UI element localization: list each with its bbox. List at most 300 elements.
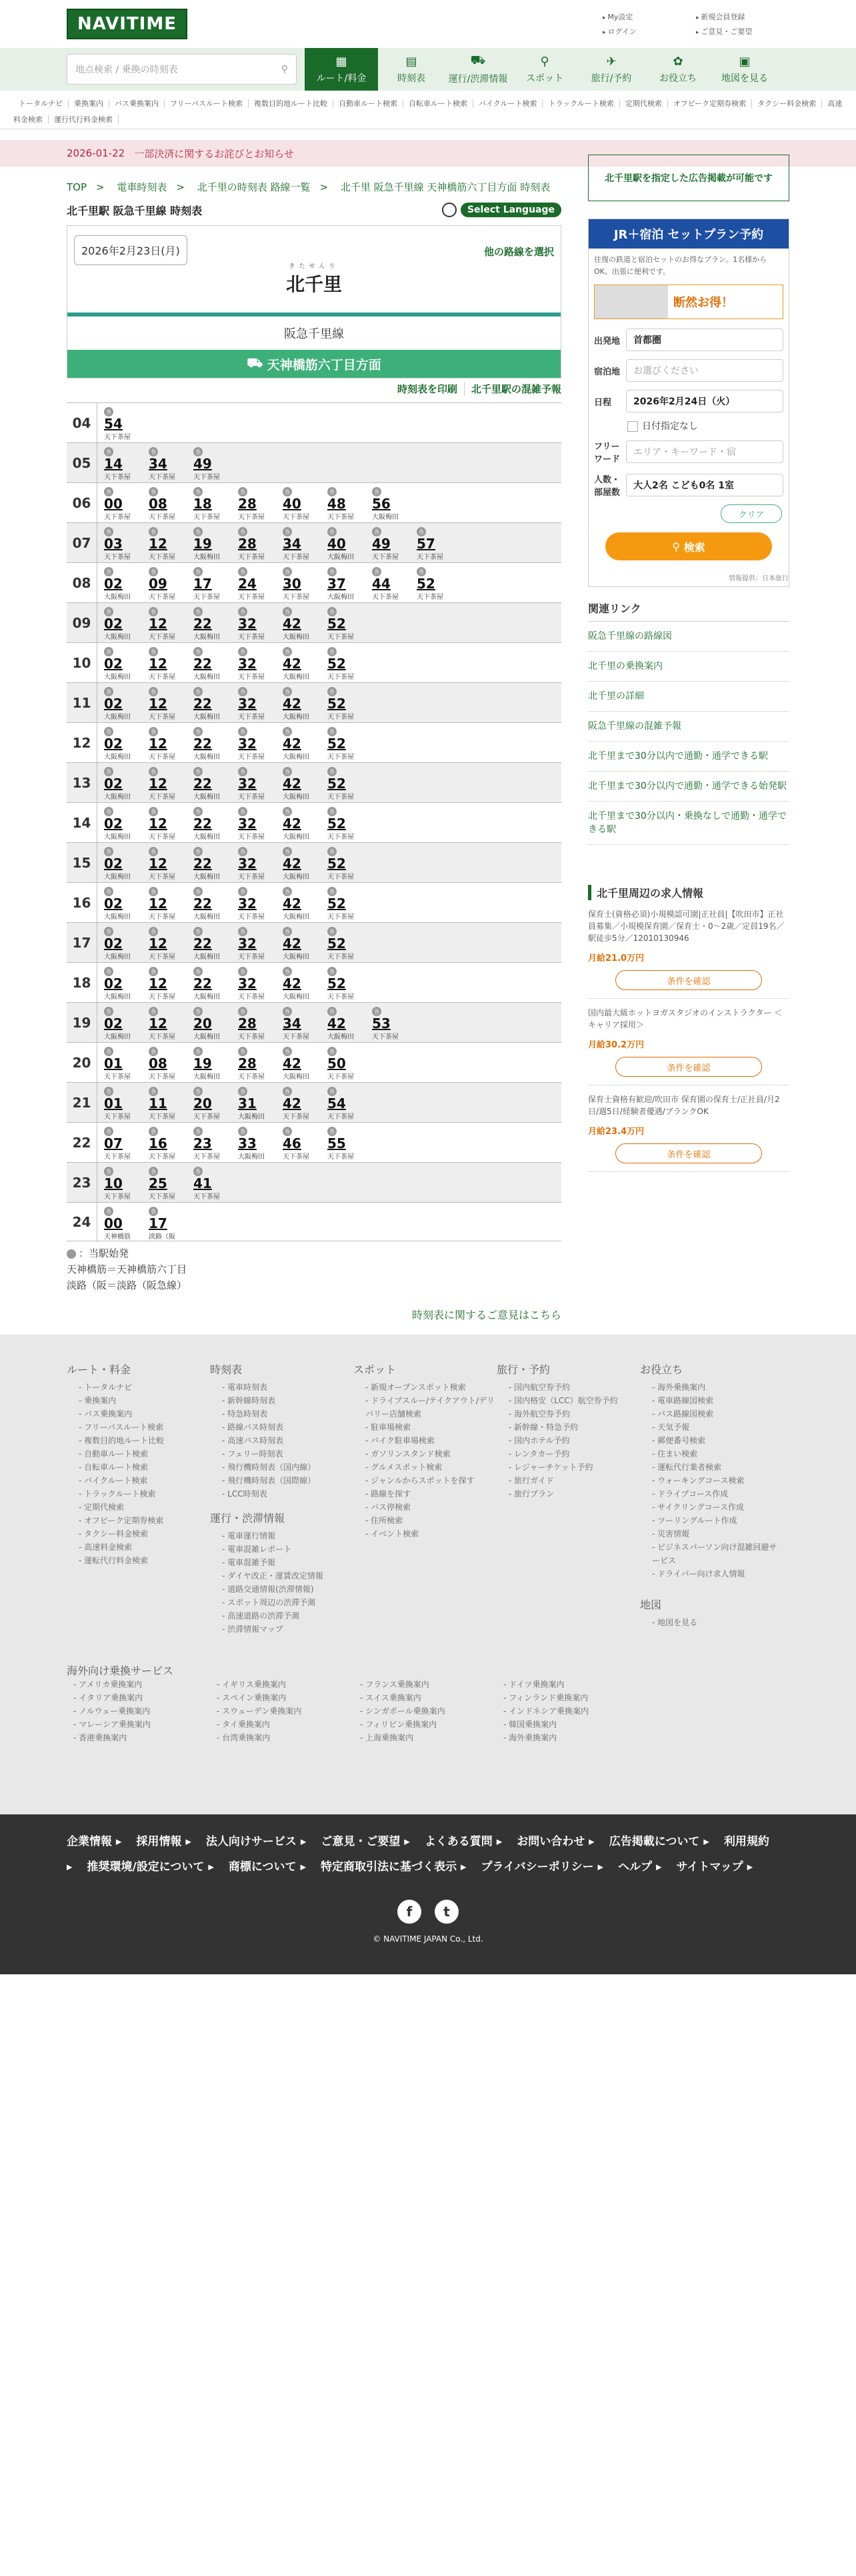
- departure[interactable]: [283, 566, 327, 601]
- departure[interactable]: [327, 726, 372, 761]
- departure-minute[interactable]: 34: [283, 536, 301, 552]
- departure-minute[interactable]: 40: [283, 496, 301, 512]
- departure-minute[interactable]: 22: [193, 856, 212, 872]
- departure-minute[interactable]: 42: [283, 776, 301, 792]
- departure-minute[interactable]: 28: [238, 496, 257, 512]
- departure[interactable]: [104, 446, 149, 481]
- departure[interactable]: [417, 566, 461, 601]
- departure-minute[interactable]: 02: [104, 856, 123, 872]
- departure[interactable]: [193, 646, 238, 681]
- footer-bottom-link[interactable]: サイトマップ ▸: [676, 1860, 753, 1874]
- hotel-search-button[interactable]: [605, 532, 772, 560]
- language-select[interactable]: Select Language: [461, 203, 561, 217]
- subnav-link[interactable]: オフピーク定期券検索: [668, 99, 752, 108]
- departure-minute[interactable]: 22: [193, 656, 212, 672]
- overseas-link[interactable]: - イギリス乗換案内: [217, 1680, 286, 1689]
- departure-minute[interactable]: 00: [104, 1215, 123, 1231]
- departure[interactable]: [327, 1085, 372, 1121]
- departure-minute[interactable]: 22: [193, 776, 212, 792]
- departure-minute[interactable]: 22: [193, 816, 212, 832]
- subnav-link[interactable]: 運行代行料金検索: [49, 115, 119, 124]
- departure[interactable]: [104, 1165, 149, 1201]
- twitter-icon[interactable]: t: [435, 1900, 459, 1924]
- footer-col-title[interactable]: 運行・渋滞情報: [210, 1512, 285, 1525]
- footer-link[interactable]: - 路線を探す: [353, 1487, 497, 1501]
- departure[interactable]: [104, 406, 149, 441]
- departure-minute[interactable]: 10: [104, 1175, 123, 1191]
- footer-link[interactable]: - バス停検索: [353, 1501, 497, 1514]
- departure[interactable]: [104, 1085, 149, 1121]
- overseas-link[interactable]: - イタリア乗換案内: [73, 1693, 143, 1702]
- departure[interactable]: [149, 726, 193, 761]
- departure-minute[interactable]: 48: [327, 496, 346, 512]
- departure[interactable]: [238, 1005, 283, 1041]
- departure[interactable]: [193, 486, 238, 521]
- departure[interactable]: [283, 726, 327, 761]
- departure[interactable]: [283, 1005, 327, 1041]
- departure-minute[interactable]: 32: [238, 696, 257, 712]
- breadcrumb-lines[interactable]: 北千里の時刻表 路線一覧: [197, 181, 311, 193]
- footer-link[interactable]: - 路線バス時刻表: [210, 1421, 353, 1434]
- footer-link[interactable]: - トータルナビ: [67, 1381, 210, 1394]
- related-link[interactable]: 北千里まで30分以内・乗換なしで通勤・通学できる駅: [588, 802, 789, 845]
- footer-link[interactable]: - 自動車ルート検索: [67, 1447, 210, 1461]
- footer-bottom-link[interactable]: ヘルプ ▸: [618, 1860, 662, 1874]
- departure[interactable]: [149, 766, 193, 801]
- departure[interactable]: [149, 1005, 193, 1041]
- departure[interactable]: [238, 966, 283, 1001]
- footer-link[interactable]: - 道路交通情報(渋滞情報): [210, 1583, 353, 1596]
- departure-minute[interactable]: 54: [327, 1095, 346, 1111]
- footer-link[interactable]: - 駐車場検索: [353, 1421, 497, 1434]
- subnav-link[interactable]: 定期代検索: [620, 99, 668, 108]
- departure-minute[interactable]: 42: [283, 696, 301, 712]
- departure-minute[interactable]: 23: [193, 1135, 212, 1151]
- footer-link[interactable]: - 国内航空券予約: [497, 1381, 640, 1394]
- departure[interactable]: [104, 1205, 149, 1241]
- departure[interactable]: [238, 1085, 283, 1121]
- departure[interactable]: [149, 1085, 193, 1121]
- footer-link[interactable]: - フリーパスルート検索: [67, 1421, 210, 1434]
- job-button[interactable]: 条件を確認: [615, 970, 762, 990]
- departure-minute[interactable]: 17: [193, 576, 212, 592]
- departure-minute[interactable]: 20: [193, 1015, 212, 1031]
- footer-link[interactable]: - 定期代検索: [67, 1501, 210, 1514]
- departure[interactable]: [283, 926, 327, 961]
- departure-minute[interactable]: 52: [327, 936, 346, 952]
- footer-link[interactable]: - 旅行ガイド: [497, 1474, 640, 1487]
- departure-minute[interactable]: 12: [149, 975, 167, 991]
- departure-minute[interactable]: 24: [238, 576, 257, 592]
- departure-minute[interactable]: 11: [149, 1095, 167, 1111]
- footer-link[interactable]: - LCC時刻表: [210, 1487, 353, 1501]
- departure-minute[interactable]: 52: [327, 856, 346, 872]
- departure-minute[interactable]: 08: [149, 496, 167, 512]
- departure-minute[interactable]: 02: [104, 696, 123, 712]
- freeword-input[interactable]: エリア・キーワード・宿: [626, 440, 783, 463]
- departure[interactable]: [104, 886, 149, 921]
- departure[interactable]: [104, 966, 149, 1001]
- footer-link[interactable]: - 天気予報: [640, 1421, 783, 1434]
- departure[interactable]: [372, 566, 417, 601]
- footer-link[interactable]: - フェリー時刻表: [210, 1447, 353, 1461]
- overseas-link[interactable]: - スペイン乗換案内: [217, 1693, 287, 1702]
- subnav-link[interactable]: 高速料金検索: [13, 99, 843, 124]
- navitime-logo[interactable]: NAVITIME: [67, 9, 187, 39]
- job-button[interactable]: 条件を確認: [615, 1143, 762, 1163]
- subnav-link[interactable]: フリーパスルート検索: [165, 99, 249, 108]
- departure[interactable]: [149, 486, 193, 521]
- footer-link[interactable]: - 新幹線・特急予約: [497, 1421, 640, 1434]
- footer-link[interactable]: - 新幹線時刻表: [210, 1394, 353, 1407]
- footer-bottom-link[interactable]: お問い合わせ ▸: [517, 1835, 595, 1848]
- departure-minute[interactable]: 22: [193, 936, 212, 952]
- departure[interactable]: [193, 1085, 238, 1121]
- departure[interactable]: [149, 526, 193, 561]
- departure[interactable]: [149, 1205, 193, 1241]
- departure-minute[interactable]: 42: [283, 975, 301, 991]
- departure-minute[interactable]: 53: [372, 1015, 391, 1031]
- print-link[interactable]: 時刻表を印刷: [397, 382, 457, 395]
- departure[interactable]: [193, 1125, 238, 1161]
- departure-minute[interactable]: 02: [104, 616, 123, 632]
- departure-minute[interactable]: 52: [327, 696, 346, 712]
- related-link[interactable]: 北千里まで30分以内で通勤・通学できる駅: [588, 742, 789, 772]
- footer-col-title[interactable]: 地図: [640, 1599, 662, 1611]
- departure[interactable]: [283, 766, 327, 801]
- departure[interactable]: [238, 1045, 283, 1081]
- login-link[interactable]: ▸ ログイン: [603, 26, 696, 37]
- departure[interactable]: [149, 886, 193, 921]
- overseas-link[interactable]: - スイス乗換案内: [360, 1693, 421, 1702]
- related-link[interactable]: 北千里まで30分以内で通勤・通学できる始発駅: [588, 772, 789, 802]
- overseas-link[interactable]: - 香港乗換案内: [73, 1733, 127, 1742]
- departure[interactable]: [104, 686, 149, 721]
- departure[interactable]: [372, 486, 417, 521]
- departure[interactable]: [327, 606, 372, 641]
- footer-link[interactable]: - 海外航空券予約: [497, 1407, 640, 1421]
- footer-bottom-link[interactable]: 採用情報 ▸: [136, 1835, 191, 1848]
- footer-link[interactable]: - トラックルート検索: [67, 1487, 210, 1501]
- departure[interactable]: [327, 646, 372, 681]
- overseas-link[interactable]: - ドイツ乗換案内: [503, 1680, 565, 1689]
- subnav-link[interactable]: トラックルート検索: [543, 99, 619, 108]
- departure[interactable]: [104, 606, 149, 641]
- departure-minute[interactable]: 02: [104, 1015, 123, 1031]
- footer-link[interactable]: - 渋滞情報マップ: [210, 1622, 353, 1636]
- footer-link[interactable]: - 運転代行料金検索: [67, 1554, 210, 1567]
- nav-item-1[interactable]: [378, 48, 445, 91]
- departure-minute[interactable]: 02: [104, 896, 123, 912]
- departure-minute[interactable]: 41: [193, 1175, 212, 1191]
- departure-minute[interactable]: 19: [193, 1055, 212, 1071]
- departure-minute[interactable]: 02: [104, 776, 123, 792]
- departure-minute[interactable]: 25: [149, 1175, 167, 1191]
- footer-bottom-link[interactable]: 企業情報 ▸: [67, 1835, 122, 1848]
- departure[interactable]: [193, 926, 238, 961]
- departure[interactable]: [104, 1045, 149, 1081]
- departure[interactable]: [327, 846, 372, 881]
- departure[interactable]: [283, 1125, 327, 1161]
- departure-minute[interactable]: 02: [104, 936, 123, 952]
- checkbox-box[interactable]: [627, 421, 638, 432]
- departure[interactable]: [193, 806, 238, 841]
- departure[interactable]: [283, 606, 327, 641]
- overseas-link[interactable]: - シンガポール乗換案内: [360, 1706, 445, 1716]
- departure-minute[interactable]: 42: [283, 1095, 301, 1111]
- departure-minute[interactable]: 22: [193, 736, 212, 752]
- subnav-link[interactable]: 自動車ルート検索: [333, 99, 403, 108]
- footer-bottom-link[interactable]: よくある質問 ▸: [424, 1835, 503, 1848]
- no-date-checkbox[interactable]: [589, 416, 789, 435]
- departure[interactable]: [327, 806, 372, 841]
- departure-minute[interactable]: 52: [327, 896, 346, 912]
- departure[interactable]: [104, 1005, 149, 1041]
- departure[interactable]: [327, 526, 372, 561]
- clear-button[interactable]: クリア: [721, 504, 782, 523]
- departure-minute[interactable]: 28: [238, 1015, 257, 1031]
- my-settings-link[interactable]: ▸ My設定: [603, 11, 696, 22]
- departure-minute[interactable]: 30: [283, 576, 301, 592]
- footer-col-title[interactable]: お役立ち: [640, 1363, 683, 1376]
- departure-minute[interactable]: 34: [149, 456, 167, 472]
- departure[interactable]: [327, 966, 372, 1001]
- departure[interactable]: [417, 526, 461, 561]
- departure[interactable]: [193, 526, 238, 561]
- departure-minute[interactable]: 12: [149, 616, 167, 632]
- footer-bottom-link[interactable]: 特定商取引法に基づく表示 ▸: [321, 1860, 467, 1874]
- footer-bottom-link[interactable]: ご意見・ご要望 ▸: [321, 1835, 410, 1848]
- departure[interactable]: [104, 566, 149, 601]
- departure[interactable]: [283, 486, 327, 521]
- departure-minute[interactable]: 12: [149, 736, 167, 752]
- overseas-link[interactable]: - 上海乗換案内: [360, 1733, 414, 1742]
- departure-minute[interactable]: 33: [238, 1135, 257, 1151]
- timetable-feedback-link[interactable]: 時刻表に関するご意見はこちら: [411, 1309, 561, 1321]
- departure[interactable]: [283, 1085, 327, 1121]
- departure[interactable]: [372, 1005, 417, 1041]
- overseas-link[interactable]: - フィンランド乗換案内: [503, 1693, 589, 1702]
- departure[interactable]: [238, 926, 283, 961]
- footer-link[interactable]: - 飛行機時刻表（国内線）: [210, 1461, 353, 1474]
- overseas-link[interactable]: - タイ乗換案内: [217, 1720, 270, 1729]
- departure[interactable]: [193, 686, 238, 721]
- nav-item-4[interactable]: [578, 48, 645, 91]
- departure-minute[interactable]: 52: [327, 616, 346, 632]
- departure-select[interactable]: 首都圏: [626, 328, 783, 351]
- departure[interactable]: [104, 526, 149, 561]
- departure-minute[interactable]: 22: [193, 616, 212, 632]
- departure[interactable]: [149, 1125, 193, 1161]
- footer-link[interactable]: - 電車時刻表: [210, 1381, 353, 1394]
- departure[interactable]: [149, 646, 193, 681]
- departure-minute[interactable]: 32: [238, 936, 257, 952]
- departure-minute[interactable]: 12: [149, 656, 167, 672]
- departure-minute[interactable]: 02: [104, 816, 123, 832]
- footer-col-title[interactable]: ルート・料金: [67, 1363, 131, 1376]
- nav-item-0[interactable]: [305, 48, 378, 91]
- departure-minute[interactable]: 49: [372, 536, 391, 552]
- departure-minute[interactable]: 28: [238, 1055, 257, 1071]
- departure[interactable]: [238, 646, 283, 681]
- departure-minute[interactable]: 42: [327, 1015, 346, 1031]
- related-link[interactable]: 北千里の乗換案内: [588, 652, 789, 682]
- departure-minute[interactable]: 19: [193, 536, 212, 552]
- departure-minute[interactable]: 34: [283, 1015, 301, 1031]
- departure[interactable]: [104, 846, 149, 881]
- footer-link[interactable]: - 電車混雑レポート: [210, 1543, 353, 1556]
- facebook-icon[interactable]: f: [397, 1900, 421, 1924]
- departure-minute[interactable]: 42: [283, 856, 301, 872]
- subnav-link[interactable]: 乗換案内: [69, 99, 109, 108]
- departure-minute[interactable]: 01: [104, 1055, 123, 1071]
- departure-minute[interactable]: 31: [238, 1095, 257, 1111]
- departure[interactable]: [238, 886, 283, 921]
- departure[interactable]: [283, 846, 327, 881]
- job-desc[interactable]: 国内最大級ホットヨガスタジオのインストラクター ＜キャリア採用＞: [588, 1008, 783, 1029]
- footer-link[interactable]: - 災害情報: [640, 1527, 783, 1541]
- footer-link[interactable]: - ガソリンスタンド検索: [353, 1447, 497, 1461]
- search-icon[interactable]: ⚲: [281, 64, 288, 75]
- related-link[interactable]: 阪急千里線の混雑予報: [588, 712, 789, 742]
- departure-minute[interactable]: 20: [193, 1095, 212, 1111]
- departure-minute[interactable]: 08: [149, 1055, 167, 1071]
- register-link[interactable]: ▸ 新規会員登録: [696, 11, 789, 22]
- departure[interactable]: [193, 1045, 238, 1081]
- footer-link[interactable]: - 自転車ルート検索: [67, 1461, 210, 1474]
- departure-minute[interactable]: 28: [238, 536, 257, 552]
- overseas-link[interactable]: - 台湾乗換案内: [217, 1733, 271, 1742]
- departure[interactable]: [238, 1125, 283, 1161]
- other-lines-link[interactable]: 他の路線を選択: [483, 246, 554, 258]
- language-selector[interactable]: [442, 203, 561, 217]
- departure-minute[interactable]: 17: [149, 1215, 167, 1231]
- date-input[interactable]: 2026年2月24日（火）: [626, 390, 783, 412]
- departure-minute[interactable]: 37: [327, 576, 346, 592]
- date-select[interactable]: 2026年2月23日(月): [74, 235, 187, 265]
- nav-item-2[interactable]: [445, 48, 511, 91]
- departure-minute[interactable]: 02: [104, 736, 123, 752]
- footer-link[interactable]: - ドライブコース作成: [640, 1487, 783, 1501]
- departure-minute[interactable]: 55: [327, 1135, 346, 1151]
- departure[interactable]: [149, 846, 193, 881]
- jr-widget-title[interactable]: JR＋宿泊 セットプラン予約: [589, 219, 789, 249]
- departure[interactable]: [283, 886, 327, 921]
- departure-minute[interactable]: 00: [104, 496, 123, 512]
- footer-link[interactable]: - 飛行機時刻表（国際線）: [210, 1474, 353, 1487]
- departure-minute[interactable]: 32: [238, 896, 257, 912]
- footer-bottom-link[interactable]: 法人向けサービス ▸: [205, 1835, 307, 1848]
- nav-item-5[interactable]: [645, 48, 711, 91]
- footer-link[interactable]: - バイクルート検索: [67, 1474, 210, 1487]
- subnav-link[interactable]: 複数目的地ルート比較: [249, 99, 333, 108]
- departure-minute[interactable]: 42: [283, 816, 301, 832]
- departure-minute[interactable]: 54: [104, 416, 123, 432]
- departure[interactable]: [104, 646, 149, 681]
- footer-link[interactable]: - 電車混雑予報: [210, 1556, 353, 1569]
- footer-link[interactable]: - タクシー料金検索: [67, 1527, 210, 1541]
- departure[interactable]: [327, 486, 372, 521]
- departure-minute[interactable]: 07: [104, 1135, 123, 1151]
- destination-select[interactable]: お選びください: [626, 359, 783, 382]
- departure[interactable]: [149, 446, 193, 481]
- departure-minute[interactable]: 56: [372, 496, 391, 512]
- subnav-link[interactable]: タクシー料金検索: [752, 99, 822, 108]
- job-desc[interactable]: 保育士(資格必須)小規模認可園|正社員|【吹田市】正社員募集／小規模保育園／保育士・0〜2歳／定員19名／駅徒歩5分／12010130946: [588, 910, 785, 943]
- departure[interactable]: [238, 606, 283, 641]
- departure[interactable]: [193, 766, 238, 801]
- departure-minute[interactable]: 12: [149, 696, 167, 712]
- departure[interactable]: [193, 966, 238, 1001]
- departure[interactable]: [238, 726, 283, 761]
- departure[interactable]: [104, 926, 149, 961]
- footer-link[interactable]: - ウォーキングコース検索: [640, 1474, 783, 1487]
- overseas-link[interactable]: - スウェーデン乗換案内: [217, 1706, 302, 1716]
- departure[interactable]: [104, 726, 149, 761]
- footer-link[interactable]: - ジャンルからスポットを探す: [353, 1474, 497, 1487]
- departure[interactable]: [149, 966, 193, 1001]
- jr-banner[interactable]: [594, 285, 783, 319]
- nav-item-3[interactable]: [511, 48, 578, 91]
- departure[interactable]: [104, 806, 149, 841]
- footer-link[interactable]: - 特急時刻表: [210, 1407, 353, 1421]
- departure[interactable]: [372, 526, 417, 561]
- departure-minute[interactable]: 32: [238, 656, 257, 672]
- departure-minute[interactable]: 52: [327, 816, 346, 832]
- footer-link[interactable]: - 住まい検索: [640, 1447, 783, 1461]
- footer-link[interactable]: - 郵便番号検索: [640, 1434, 783, 1447]
- departure[interactable]: [327, 1125, 372, 1161]
- subnav-link[interactable]: 自転車ルート検索: [403, 99, 473, 108]
- footer-link[interactable]: - 高速道路の渋滞予測: [210, 1609, 353, 1622]
- departure[interactable]: [149, 1165, 193, 1201]
- footer-link[interactable]: - 複数目的地ルート比較: [67, 1434, 210, 1447]
- departure-minute[interactable]: 52: [327, 776, 346, 792]
- departure-minute[interactable]: 16: [149, 1135, 167, 1151]
- footer-link[interactable]: - バス路線図検索: [640, 1407, 783, 1421]
- footer-link[interactable]: - スポット周辺の渋滞予測: [210, 1596, 353, 1609]
- footer-link[interactable]: - 乗換案内: [67, 1394, 210, 1407]
- footer-col-title[interactable]: スポット: [353, 1363, 397, 1376]
- departure[interactable]: [238, 526, 283, 561]
- departure[interactable]: [193, 1005, 238, 1041]
- departure[interactable]: [283, 686, 327, 721]
- departure-minute[interactable]: 52: [417, 576, 435, 592]
- departure[interactable]: [149, 606, 193, 641]
- departure[interactable]: [238, 486, 283, 521]
- overseas-link[interactable]: - ノルウェー乗換案内: [73, 1706, 151, 1716]
- departure-minute[interactable]: 57: [417, 536, 435, 552]
- departure-minute[interactable]: 32: [238, 616, 257, 632]
- footer-link[interactable]: - 電車運行情報: [210, 1529, 353, 1543]
- overseas-link[interactable]: - 韓国乗換案内: [503, 1720, 557, 1729]
- overseas-link[interactable]: - フランス乗換案内: [360, 1680, 429, 1689]
- subnav-link[interactable]: トータルナビ: [13, 99, 69, 108]
- footer-link[interactable]: - ダイヤ改正・運賃改定情報: [210, 1569, 353, 1583]
- departure[interactable]: [193, 606, 238, 641]
- departure-minute[interactable]: 18: [193, 496, 212, 512]
- departure-minute[interactable]: 09: [149, 576, 167, 592]
- departure[interactable]: [283, 1045, 327, 1081]
- departure[interactable]: [283, 966, 327, 1001]
- breadcrumb-top[interactable]: TOP: [67, 181, 87, 193]
- departure-minute[interactable]: 42: [283, 936, 301, 952]
- departure[interactable]: [238, 766, 283, 801]
- departure[interactable]: [104, 486, 149, 521]
- footer-link[interactable]: - ツーリングルート作成: [640, 1514, 783, 1527]
- departure[interactable]: [327, 566, 372, 601]
- departure[interactable]: [193, 566, 238, 601]
